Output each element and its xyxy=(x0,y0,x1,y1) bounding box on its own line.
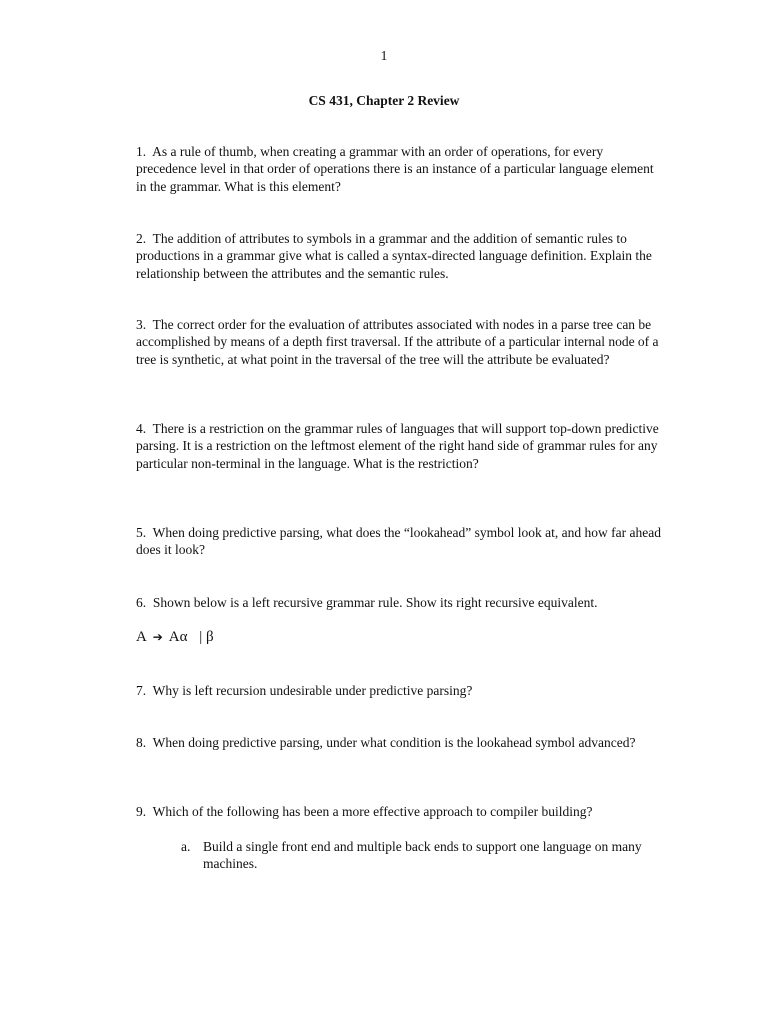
question-text: There is a restriction on the grammar rules of languages that will support top-down predictive parsing. It is a restriction on the leftmost element of the right hand side of grammar rules for any particular non-terminal in the language. What is the restriction? xyxy=(136,421,659,471)
document-title: CS 431, Chapter 2 Review xyxy=(308,93,460,108)
question-9 xyxy=(136,803,661,820)
question-number: 2. xyxy=(136,231,147,246)
question-number: 4. xyxy=(136,421,147,436)
question-number: 7. xyxy=(136,683,147,698)
question-text: As a rule of thumb, when creating a grammar with an order of operations, for every precedence level in that order of operations there is an instance of a particular language element in the grammar. What is this element? xyxy=(136,144,654,194)
question-text: Which of the following has been a more effective approach to compiler building? xyxy=(152,804,593,819)
grammar-rule xyxy=(136,629,214,646)
rule-separator: | xyxy=(199,629,203,645)
question-number: 9. xyxy=(136,804,147,819)
question-1 xyxy=(136,143,661,195)
question-3 xyxy=(136,316,661,368)
question-text: When doing predictive parsing, under what condition is the lookahead symbol advanced? xyxy=(152,735,636,750)
question-number: 6. xyxy=(136,595,147,610)
option-text: Build a single front end and multiple back ends to support one language on many machines. xyxy=(203,839,642,872)
question-text: Shown below is a left recursive grammar rule. Show its right recursive equivalent. xyxy=(152,595,598,610)
question-text: The correct order for the evaluation of attributes associated with nodes in a parse tree can be accomplished by means of a depth first traversal. If the attribute of a particular internal node of a tree is synthetic, at what point in the traversal of the tree will the attribute be evaluated? xyxy=(136,317,659,367)
question-8 xyxy=(136,734,661,751)
question-text: When doing predictive parsing, what does the “lookahead” symbol look at, and how far ahead does it look? xyxy=(136,525,661,558)
question-text: The addition of attributes to symbols in a grammar and the addition of semantic rules to productions in a grammar give what is called a syntax-directed language definition. Explain the relationship between the attributes and the semantic rules. xyxy=(136,231,652,281)
question-number: 1. xyxy=(136,144,147,159)
question-5 xyxy=(136,524,661,559)
right-arrow-icon: ➔ xyxy=(152,630,163,644)
rule-rhs: Aα xyxy=(168,629,188,645)
question-text: Why is left recursion undesirable under predictive parsing? xyxy=(152,683,473,698)
question-6 xyxy=(136,594,661,611)
rule-alternative: β xyxy=(205,629,214,645)
option-a xyxy=(181,838,651,873)
rule-lhs: A xyxy=(136,629,147,645)
question-2 xyxy=(136,230,661,282)
question-number: 8. xyxy=(136,735,147,750)
question-4 xyxy=(136,420,661,472)
option-letter: a. xyxy=(181,839,191,854)
question-number: 5. xyxy=(136,525,147,540)
question-7 xyxy=(136,682,661,699)
question-number: 3. xyxy=(136,317,147,332)
page-number: 1 xyxy=(380,48,388,63)
